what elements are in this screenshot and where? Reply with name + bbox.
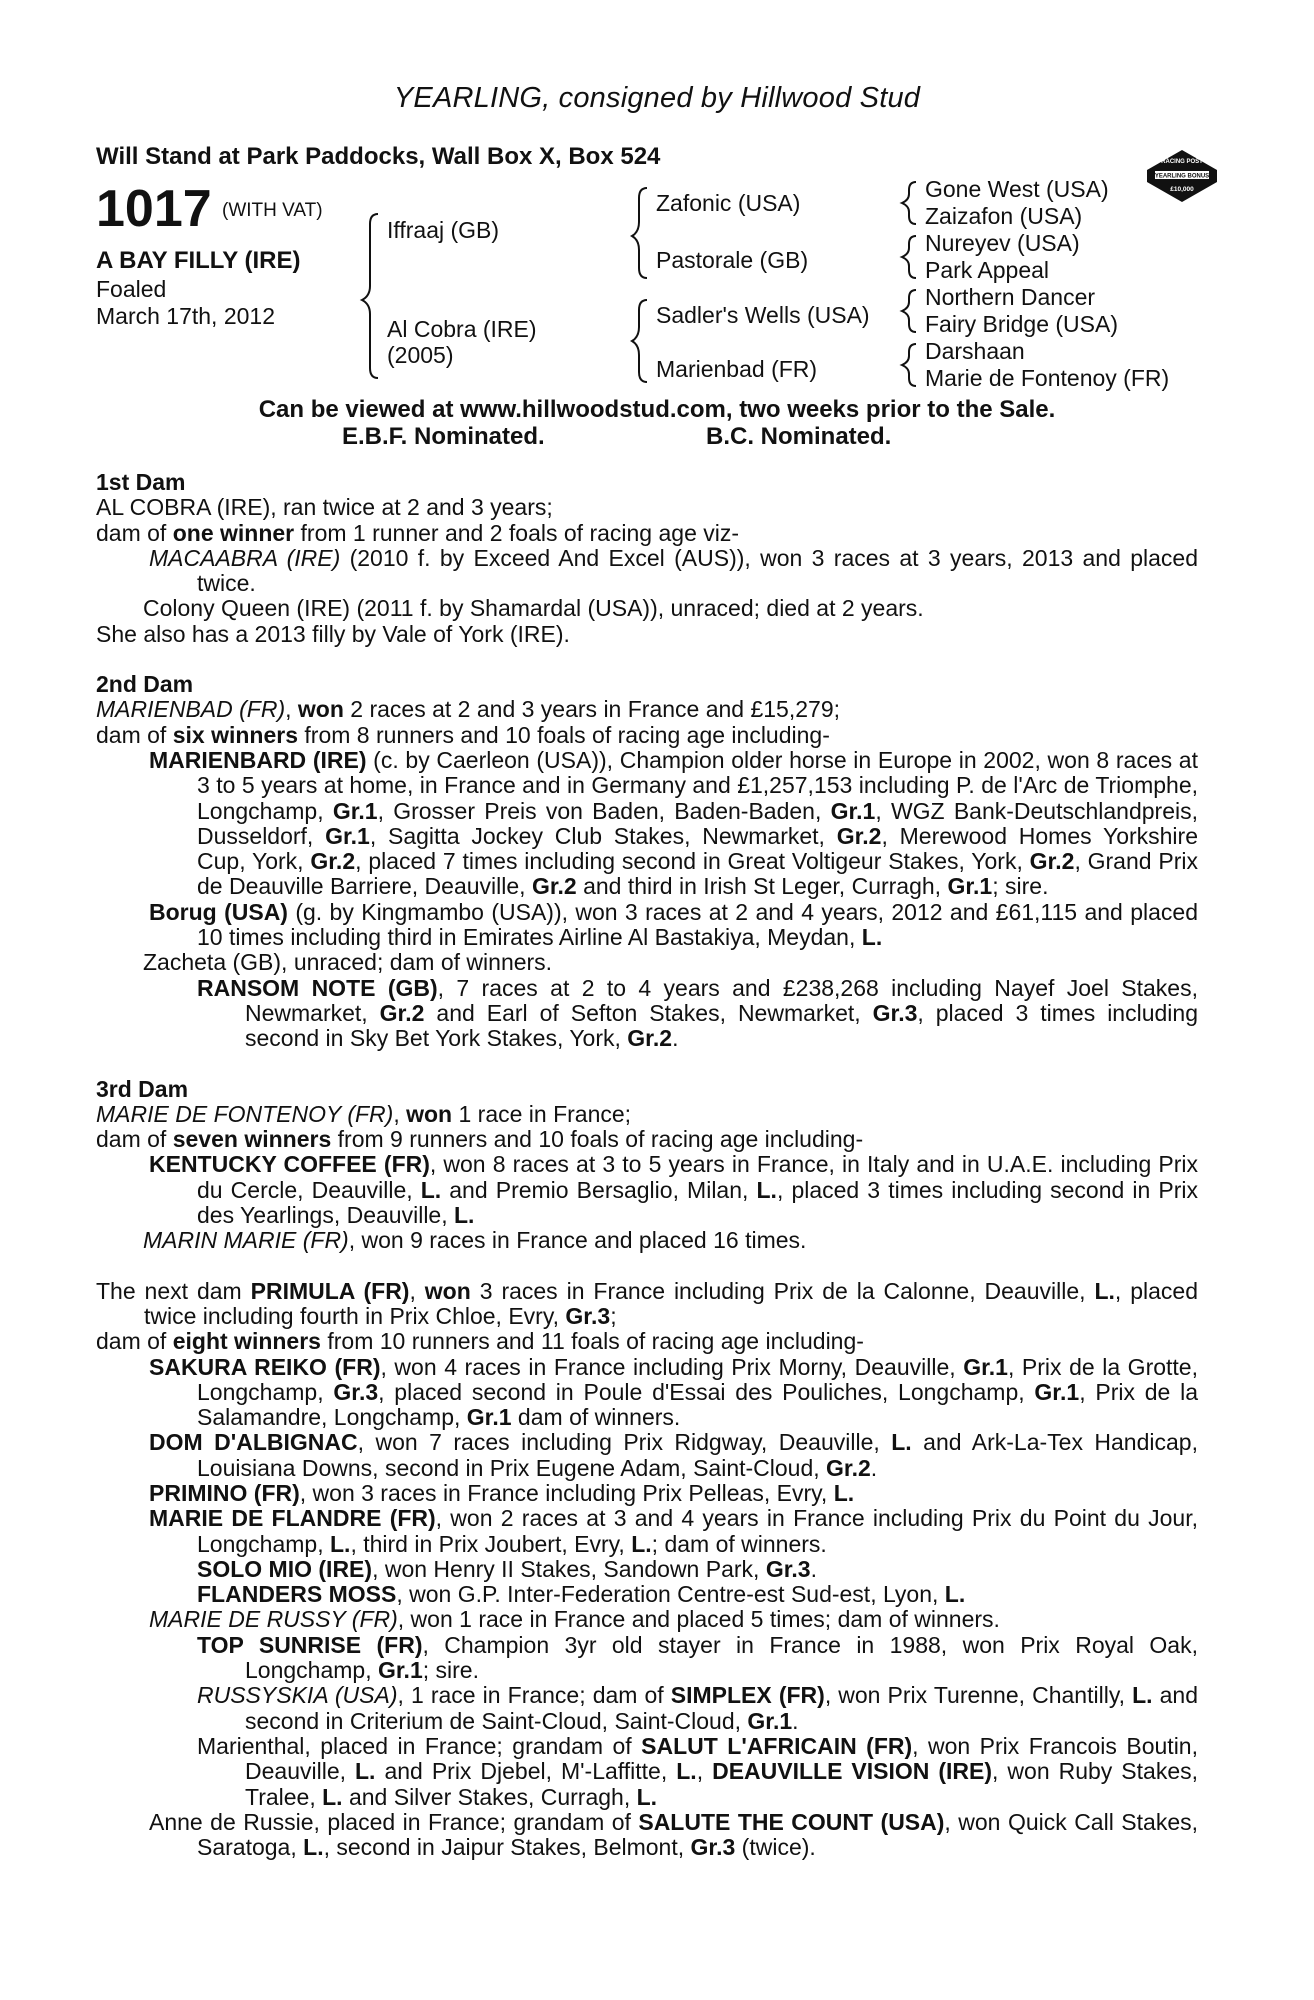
catalogue-body [96,470,1198,1860]
next-dam-produce-summary: dam of eight winners from 10 runners and 11 foals of racing age including- [96,1328,864,1355]
pedigree-g8: Marie de Fontenoy (FR) [925,365,1170,391]
first-dam-produce-summary: dam of one winner from 1 runner and 2 foals of racing age viz- [96,519,740,546]
produce-entry: RANSOM NOTE (GB), 7 races at 2 to 4 years and £238,268 including Nayef Joel Stakes, Newmarket, Gr.2 and Earl of Sefton Stakes, Newmarket, Gr.3, placed 3 times including second in Sky Bet York Stakes, York, Gr.2. [197,974,1198,1052]
pedigree-dam-sire: Sadler's Wells (USA) [656,302,870,328]
yearling-bonus-badge-icon [1143,148,1221,204]
badge-mid-text: YEARLING BONUS [1154,173,1210,180]
second-dam-produce-summary: dam of six winners from 8 runners and 10 foals of racing age including- [96,721,830,748]
ebf-note: E.B.F. Nominated. [342,423,545,450]
second-dam-heading: 2nd Dam [96,671,194,698]
produce-entry: Marienthal, placed in France; grandam of SALUT L'AFRICAIN (FR), won Prix Francois Boutin, Deauville, L. and Prix Djebel, M'-Laffitte, L., DEAUVILLE VISION (IRE), won Ruby Stakes, Tralee, L. and Silver Stakes, Curragh, L. [197,1732,1198,1810]
produce-entry: SOLO MIO (IRE), won Henry II Stakes, Sandown Park, Gr.3. [197,1555,817,1582]
pedigree-sire-sire: Zafonic (USA) [656,190,801,216]
pedigree-g4: Park Appeal [925,257,1050,283]
page-title: YEARLING, consigned by Hillwood Stud [393,82,921,114]
third-dam-line: MARIE DE FONTENOY (FR), won 1 race in France; [96,1100,632,1127]
pedigree-dam-year: (2005) [387,342,454,368]
pedigree-g3: Nureyev (USA) [925,230,1080,256]
third-dam-produce-summary: dam of seven winners from 9 runners and 10 foals of racing age including- [96,1126,864,1153]
bc-note: B.C. Nominated. [706,423,892,450]
stand-location: Will Stand at Park Paddocks, Wall Box X, Box 524 [96,143,661,170]
first-dam-heading: 1st Dam [96,469,186,495]
produce-entry: MACAABRA (IRE) (2010 f. by Exceed And Excel (AUS)), won 3 races at 3 years, 2013 and placed twice. [149,544,1198,597]
produce-entry: PRIMINO (FR), won 3 races in France including Prix Pelleas, Evry, L. [149,1479,855,1506]
produce-entry: RUSSYSKIA (USA), 1 race in France; dam of SIMPLEX (FR), won Prix Turenne, Chantilly, L. and second in Criterium de Saint-Cloud, Saint-Cloud, Gr.1. [197,1682,1199,1734]
pedigree-sire-dam: Pastorale (GB) [656,247,809,273]
pedigree-sire: Iffraaj (GB) [387,217,500,243]
pedigree-g1: Gone West (USA) [925,176,1109,202]
horse-description: A BAY FILLY (IRE) [96,247,301,274]
produce-entry: SAKURA REIKO (FR), won 4 races in France including Prix Morny, Deauville, Gr.1, Prix de la Grotte, Longchamp, Gr.3, placed second in Poule d'Essai des Pouliches, Longchamp, Gr.1, Prix de la Salamandre, Longchamp, Gr.1 dam of winners. [149,1353,1199,1431]
foaled-label: Foaled [96,276,167,302]
produce-entry: TOP SUNRISE (FR), Champion 3yr old stayer in France in 1988, won Prix Royal Oak, Longchamp, Gr.1; sire. [197,1631,1198,1684]
viewing-note: Can be viewed at www.hillwoodstud.com, two weeks prior to the Sale. [258,396,1056,423]
pedigree-dam: Al Cobra (IRE) [387,316,537,342]
vat-note: (WITH VAT) [222,200,323,221]
next-dam-line: The next dam PRIMULA (FR), won 3 races in France including Prix de la Calonne, Deauville, L., placed twice including fourth in Prix Chloe, Evry, Gr.3; [96,1277,1198,1329]
produce-entry: FLANDERS MOSS, won G.P. Inter-Federation Centre-est Sud-est, Lyon, L. [197,1581,966,1608]
produce-entry: MARIE DE RUSSY (FR), won 1 race in France and placed 5 times; dam of winners. [149,1606,1000,1633]
produce-entry: Zacheta (GB), unraced; dam of winners. [143,949,553,976]
produce-entry: MARIENBARD (IRE) (c. by Caerleon (USA)), Champion older horse in Europe in 2002, won 8 races at 3 to 5 years at home, in France and in Germany and £1,257,153 including P. de l'Arc de Triomphe, Longchamp, Gr.1, Grosser Preis von Baden, Baden-Baden, Gr.1, WGZ Bank-Deutschlandpreis, Dusseldorf, Gr.1, Sagitta Jockey Club Stakes, Newmarket, Gr.2, Merewood Homes Yorkshire Cup, York, Gr.2, placed 7 times including second in Great Voltigeur Stakes, York, Gr.2, Grand Prix de Deauville Barriere, Deauville, Gr.2 and third in Irish St Leger, Curragh, Gr.1; sire. [149,746,1198,900]
foaled-date: March 17th, 2012 [96,303,276,329]
badge-top-text: RACING POST [1161,159,1203,165]
produce-entry: KENTUCKY COFFEE (FR), won 8 races at 3 to 5 years in France, in Italy and in U.A.E. including Prix du Cercle, Deauville, L. and Premio Bersaglio, Milan, L., placed 3 times including second in Prix des Yearlings, Deauville, L. [149,1151,1199,1229]
produce-note: She also has a 2013 filly by Vale of York (IRE). [96,620,570,647]
pedigree-g7: Darshaan [925,338,1025,364]
produce-entry: Borug (USA) (g. by Kingmambo (USA)), won 3 races at 2 and 4 years, 2012 and £61,115 and placed 10 times including third in Emirates Airline Al Bastakiya, Meydan, L. [149,898,1198,951]
produce-entry: MARIN MARIE (FR), won 9 races in France and placed 16 times. [143,1227,807,1254]
produce-entry: Anne de Russie, placed in France; grandam of SALUTE THE COUNT (USA), won Quick Call Stakes, Saratoga, L., second in Jaipur Stakes, Belmont, Gr.3 (twice). [149,1808,1198,1861]
third-dam-heading: 3rd Dam [96,1075,189,1102]
produce-entry: MARIE DE FLANDRE (FR), won 2 races at 3 and 4 years in France including Prix du Point du Jour, Longchamp, L., third in Prix Joubert, Evry, L.; dam of winners. [149,1505,1198,1557]
pedigree-dam-dam: Marienbad (FR) [656,356,818,382]
first-dam-line: AL COBRA (IRE), ran twice at 2 and 3 years; [96,494,553,521]
second-dam-line: MARIENBAD (FR), won 2 races at 2 and 3 years in France and £15,279; [96,696,841,723]
pedigree-g5: Northern Dancer [925,284,1096,310]
pedigree-g2: Zaizafon (USA) [925,203,1083,229]
produce-entry: DOM D'ALBIGNAC, won 7 races including Prix Ridgway, Deauville, L. and Ark-La-Tex Handicap, Louisiana Downs, second in Prix Eugene Adam, Saint-Cloud, Gr.2. [149,1429,1198,1481]
produce-entry: Colony Queen (IRE) (2011 f. by Shamardal (USA)), unraced; died at 2 years. [143,595,924,622]
lot-number: 1017 [96,180,212,238]
pedigree-g6: Fairy Bridge (USA) [925,311,1118,337]
badge-amount-text: £10,000 [1170,186,1194,193]
